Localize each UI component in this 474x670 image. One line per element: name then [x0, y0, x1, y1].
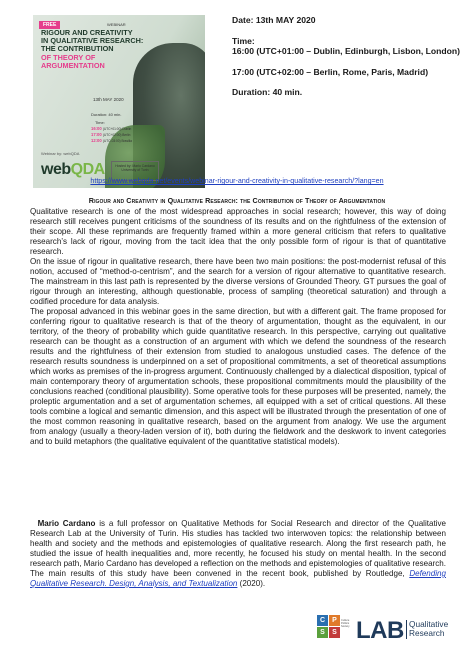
event-time-2: 17:00 (UTC+02:00 – Berlin, Rome, Paris, Madrid): [232, 66, 429, 77]
abstract-paragraph: Qualitative research is one of the most widespread approaches in social research; however, this way of doing research still receives pungent criticisms of the soundness of its results and on the rightfulness of the extension of their scope. All these reprimands are frequently framed within a more general criticism that refers to qualitative research’s lack of rigour, moving from the tacit idea that the only possible form of rigour is that of quantitative research.: [30, 207, 446, 256]
lab-wordmark: LAB: [356, 617, 404, 644]
poster-brand-caption: Webinar by: webQDA: [41, 151, 80, 156]
logo-divider: [406, 620, 407, 639]
event-date: Date: 13th MAY 2020: [232, 15, 316, 25]
logo-square-p: P: [329, 615, 340, 626]
event-duration: Duration: 40 min.: [232, 87, 303, 97]
webinar-tag: WEBINAR: [107, 22, 126, 27]
book-link[interactable]: Defending Qualitative Research. Design, Analysis, and Textualization: [30, 569, 446, 588]
webinar-heading: Rigour and Creativity in Qualitative Research: the Contribution of Theory of Argumentation: [88, 196, 386, 205]
bio-paragraph: [30, 519, 446, 589]
poster-title-line: IN QUALITATIVE RESEARCH:: [41, 36, 144, 46]
poster-title-line: THE CONTRIBUTION: [41, 44, 114, 54]
webqda-logo: webQDA: [41, 161, 105, 178]
cps-squares: [317, 615, 341, 651]
logo-square-c: C: [317, 615, 328, 626]
lab-subtitle: [409, 620, 461, 638]
poster-time-label: Time:: [95, 120, 105, 125]
poster-time-entry: 17:00 (UTC+02:00) Berlin: [91, 132, 131, 137]
logo-square-s: S: [317, 627, 328, 638]
bio-text: is a full professor on Qualitative Methods for Social Research and director of the Qualitative Research Lab at the University of Turin. His studies has tackled two interwoven topics: the relationship between health and society and the methods and epistemologies of qualitative research. Along the first research path, he studied the issue of health inequalities and, more recently, he focused his study on mental health. In the second research path, Mario Cardano has developed a reflection on the methods and epistemologies of qualitative research. The main results of this study have been convened in the recent book, published by Routledge,: [30, 519, 446, 578]
logo-caption: Culture Politics Society: [341, 619, 350, 628]
poster-title-line: OF THEORY OF: [41, 52, 96, 62]
free-badge: FREE: [39, 21, 60, 29]
poster-duration: Duration: 40 min.: [91, 112, 122, 117]
lab-subtitle-line: Research: [409, 628, 445, 638]
webinar-poster: [33, 15, 205, 188]
abstract-paragraph: The proposal advanced in this webinar goes in the same direction, but with a different gait. The frame proposed for conferring rigour to qualitative research is that of the theory of argumentation, thought as the equivalent, in our territory, of the theory of probability which guide quantitative research. In this perspective, carrying out qualitative research can be thought as a construction of an argument with which we defend the soundness of the research results and the rightfulness of their extension from studied to analogous unstudied cases. The defence of the research results soundness is underpinned on a set of propositional commitments, a set of theoretical assumptions which works as premises of the in-progress argument. Continuously challenged by a dialectical disposition, typical of main contemporary theory of argumentation schools, these propositional commitments mould the plausibility of the conclusions reached (conditional plausibility). Some operative tools for these purposes will be presented, namely, the proleptic argumentation and a set of argumentation schemes, all equipped with a set of critical questions. All these tools combine a logical and semantic dimension, and this aspect will be illustrated through the presentation of one of the most common reasoning in qualitative research, based on the argument from analogy. We use the argument from analogy (usually a theory-laden version of it), both during the fieldwork and the deskwork to invent categories and to build metaphors (the qualitative equivalent of the quantitative statistical models).: [30, 307, 446, 446]
poster-date: 13th MAY 2020: [93, 97, 124, 102]
event-time-label: Time:: [232, 35, 255, 46]
qualitative-research-lab-logo: [317, 615, 457, 653]
speaker-bio: [30, 519, 446, 589]
event-link[interactable]: https://www.webqda.net/events/webinar-rigour-and-creativity-in-qualitative-research/?lang=en: [90, 177, 384, 185]
lab-subtitle-line: Qualitative: [409, 619, 449, 629]
poster-title-line: ARGUMENTATION: [41, 60, 105, 70]
abstract-paragraph: On the issue of rigour in qualitative research, there have been two main positions: the post-modernist refusal of this notion, accused of “method-o-centrism”, and the search for a version of rigour alternative to quantitative research. The mainstream in this last path is represented by the diverse versions of Grounded Theory. GT pursues the goal of rigour through an interesting, although questionable, process of sampling (theoretical saturation) and through a codified procedure for data analysis.: [30, 257, 446, 306]
speaker-name: Mario Cardano: [37, 519, 96, 528]
logo-square-s2: S: [329, 627, 340, 638]
poster-host-box: Hosted by: Mario Cardano University of Turin: [111, 161, 159, 181]
event-time-1: 16:00 (UTC+01:00 – Dublin, Edinburgh, Lisbon, London): [232, 46, 460, 56]
poster-times: [91, 126, 141, 144]
poster-time-entry: 12:00 (UTC-03:00) Brasilia: [91, 138, 132, 143]
bio-end: (2020).: [237, 579, 266, 588]
event-info: [232, 15, 462, 98]
poster-title: [41, 29, 171, 70]
poster-title-line: RIGOUR AND CREATIVITY: [41, 28, 133, 37]
abstract: [30, 207, 446, 447]
poster-time-entry: 16:00 (UTC+01:00) Dublin: [91, 126, 132, 131]
